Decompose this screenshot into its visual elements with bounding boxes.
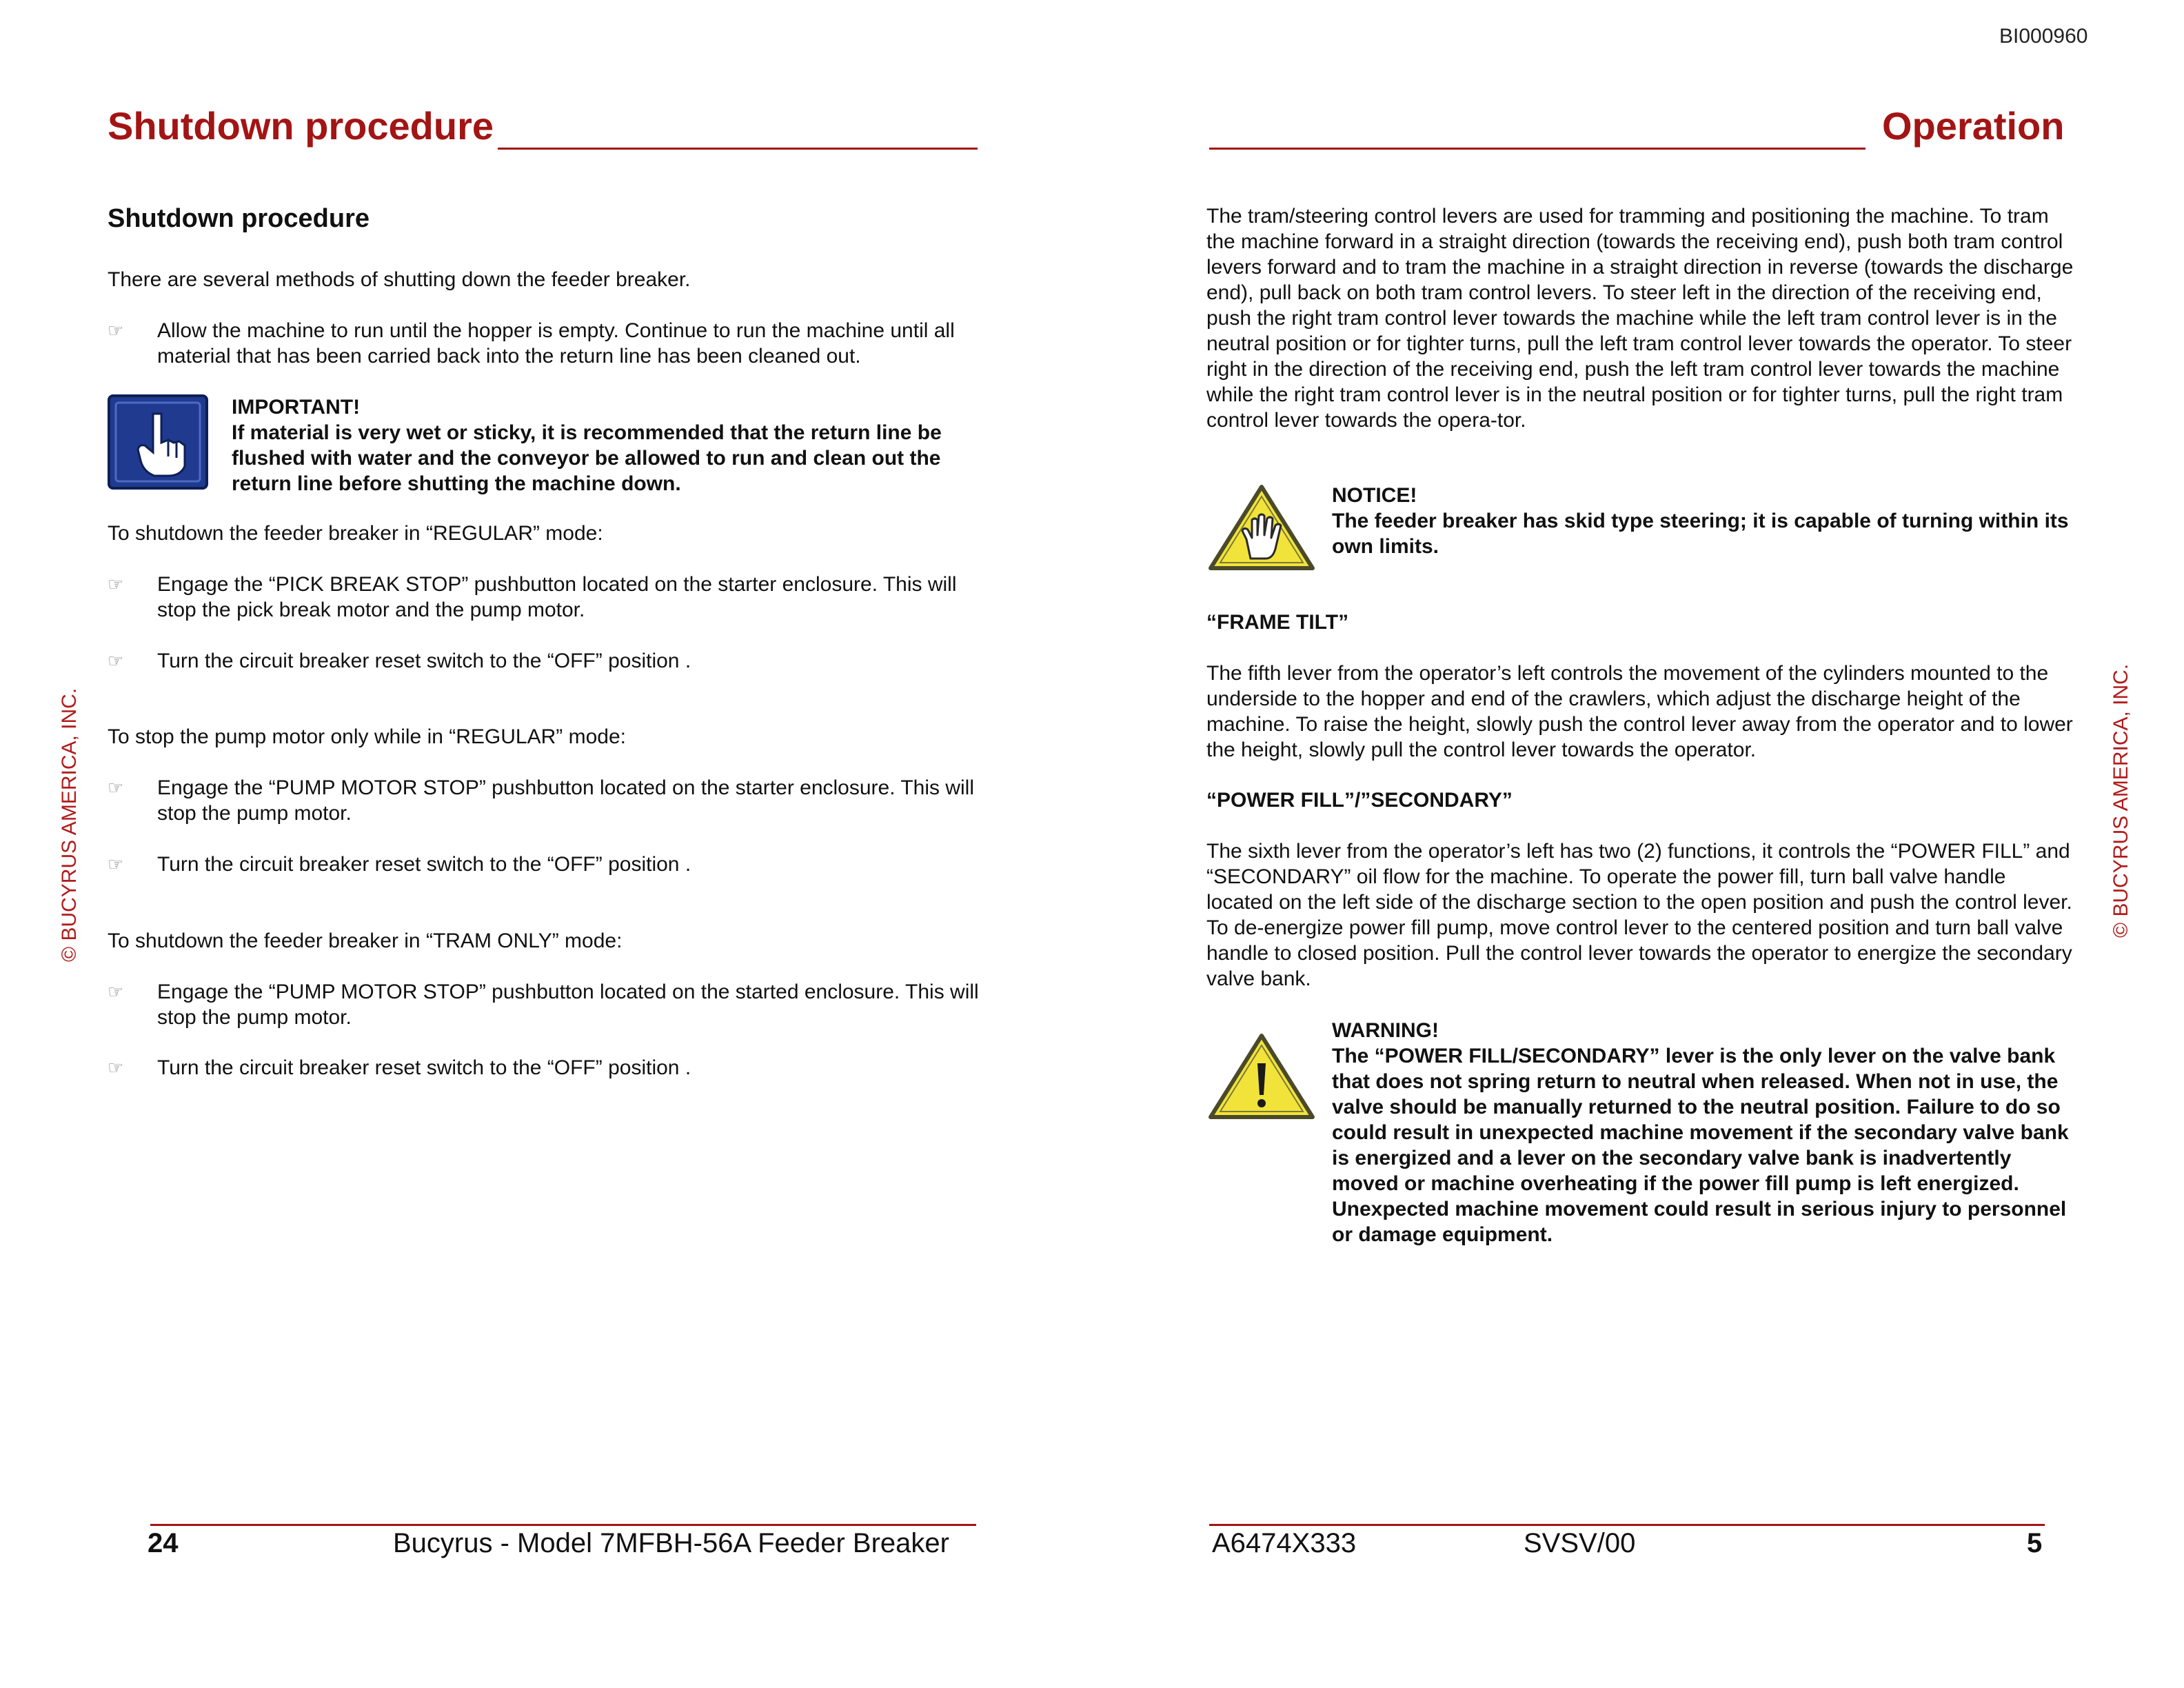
pointing-hand-bullet-icon: ☞ — [108, 1057, 124, 1078]
subheading: Shutdown procedure — [108, 204, 370, 233]
notice-callout — [1206, 483, 2078, 579]
right-section-title: Operation — [1882, 104, 2065, 148]
bullet-breaker-off-2 — [108, 852, 997, 877]
pointing-hand-bullet-icon: ☞ — [108, 981, 124, 1002]
left-footer-title: Bucyrus - Model 7MFBH-56A Feeder Breaker — [393, 1528, 949, 1558]
bullet-run-until-empty — [108, 318, 997, 369]
notice-text — [1332, 483, 2078, 559]
regular-mode-intro: To shutdown the feeder breaker in “REGULAR” mode: — [108, 522, 603, 545]
bullet-breaker-off-3 — [108, 1055, 997, 1081]
pointing-hand-bullet-icon: ☞ — [108, 320, 124, 341]
right-header-rule — [1209, 148, 1866, 150]
bullet-text: Turn the circuit breaker reset switch to the “OFF” position . — [157, 1056, 691, 1079]
important-title: IMPORTANT! — [232, 396, 361, 419]
bullet-pick-break-stop — [108, 572, 997, 623]
frame-tilt-paragraph: The fifth lever from the operator’s left controls the movement of the cylinders mounted to the underside to the hopper and end of the crawlers, which adjust the discharge height of the machine. To raise the height, slowly push the control lever away from the operator and to lower the height, slowly pull the control lever towards the operator. — [1206, 662, 2073, 761]
bullet-pump-motor-stop-1 — [108, 775, 997, 826]
right-section-header — [1209, 103, 2078, 159]
right-footer-part-number: A6474X333 — [1212, 1528, 1357, 1558]
power-fill-heading: “POWER FILL”/”SECONDARY” — [1206, 789, 1513, 812]
bullet-text: Turn the circuit breaker reset switch to the “OFF” position . — [157, 650, 691, 672]
pointing-hand-bullet-icon: ☞ — [108, 650, 124, 671]
left-copyright: © BUCYRUS AMERICA, INC. — [58, 687, 81, 962]
pump-mode-intro: To stop the pump motor only while in “REGULAR” mode: — [108, 725, 626, 748]
right-footer-rule — [1209, 1524, 2045, 1526]
warning-title: WARNING! — [1332, 1019, 1439, 1042]
right-page-number: 5 — [2027, 1528, 2043, 1558]
left-header-rule — [498, 148, 978, 150]
pointing-hand-bullet-icon: ☞ — [108, 574, 124, 594]
bullet-breaker-off-1 — [108, 648, 997, 674]
important-text — [232, 394, 997, 496]
hand-warning-icon — [1206, 483, 1317, 572]
warning-callout — [1206, 1018, 2078, 1252]
warning-body: The “POWER FILL/SECONDARY” lever is the only lever on the valve bank that does not spring return to neutral when released. When not in use, the valve should be manually returned to the neutral position. Failure to do so could result in unexpected machine movement if the secondary valve bank is energized and a lever on the secondary valve bank is inadvertently moved or machine overheating if the power fill pump is left energized. Unexpected machine movement could result in serious injury to personnel or damage equipment. — [1332, 1045, 2069, 1246]
document-id: BI000960 — [1999, 25, 2088, 48]
bullet-text: Engage the “PUMP MOTOR STOP” pushbutton located on the starter enclosure. This will stop the pump motor. — [157, 776, 975, 825]
notice-title: NOTICE! — [1332, 484, 1417, 507]
pointing-hand-bullet-icon: ☞ — [108, 777, 124, 798]
bullet-text: Allow the machine to run until the hopper is empty. Continue to run the machine until all material that has been carried back into the return line has been cleaned out. — [157, 319, 955, 368]
right-footer-revision: SVSV/00 — [1524, 1528, 1636, 1558]
important-body: If material is very wet or sticky, it is recommended that the return line be flushed with water and the conveyor be allowed to run and clean out the return line before shutting the machine down. — [232, 421, 942, 495]
notice-body: The feeder breaker has skid type steering; it is capable of turning within its own limits. — [1332, 510, 2069, 558]
warning-text — [1332, 1018, 2078, 1247]
power-fill-paragraph: The sixth lever from the operator’s left has two (2) functions, it controls the “POWER FILL” and “SECONDARY” oil flow for the machine. To operate the power fill, turn ball valve handle located on the left side of the discharge section to the open position and push the control lever. To de-energize power fill pump, move control lever to the centered position and turn ball valve handle to closed position. Pull the control lever towards the operator to energize the secondary valve bank. — [1206, 840, 2072, 990]
right-page — [1092, 0, 2184, 1688]
bullet-text: Engage the “PICK BREAK STOP” pushbutton located on the starter enclosure. This will stop the pick break motor and the pump motor. — [157, 573, 957, 621]
bullet-pump-motor-stop-2 — [108, 979, 997, 1030]
pointing-hand-bullet-icon: ☞ — [108, 854, 124, 874]
left-section-title: Shutdown procedure — [108, 104, 494, 148]
intro-paragraph: There are several methods of shutting down the feeder breaker. — [108, 268, 691, 291]
left-page-number: 24 — [148, 1528, 179, 1558]
right-copyright: © BUCYRUS AMERICA, INC. — [2110, 663, 2132, 938]
tram-mode-intro: To shutdown the feeder breaker in “TRAM ONLY” mode: — [108, 930, 623, 952]
important-callout — [108, 394, 997, 498]
exclamation-warning-icon — [1206, 1032, 1317, 1121]
tram-steering-paragraph: The tram/steering control levers are used for tramming and positioning the machine. To tram the machine forward in a straight direction (towards the receiving end), push both tram control levers forward and to tram the machine in a straight direction in reverse (towards the discharge end), pull back on both tram control levers. To steer left in the direction of the receiving end, push the right tram control lever towards the machine while the left tram control lever is in the neutral position or for tighter turns, pull the left tram control lever towards the operator. To steer right in the direction of the receiving end, push the left tram control lever towards the machine while the right tram control lever is in the neutral position or for tighter turns, pull the right tram control lever towards the opera-tor. — [1206, 205, 2074, 432]
frame-tilt-heading: “FRAME TILT” — [1206, 611, 1349, 634]
bullet-text: Engage the “PUMP MOTOR STOP” pushbutton located on the started enclosure. This will stop the pump motor. — [157, 981, 979, 1029]
pointing-hand-icon — [108, 394, 208, 490]
left-section-header — [108, 103, 976, 159]
left-footer-rule — [150, 1524, 976, 1526]
bullet-text: Turn the circuit breaker reset switch to the “OFF” position . — [157, 853, 691, 876]
